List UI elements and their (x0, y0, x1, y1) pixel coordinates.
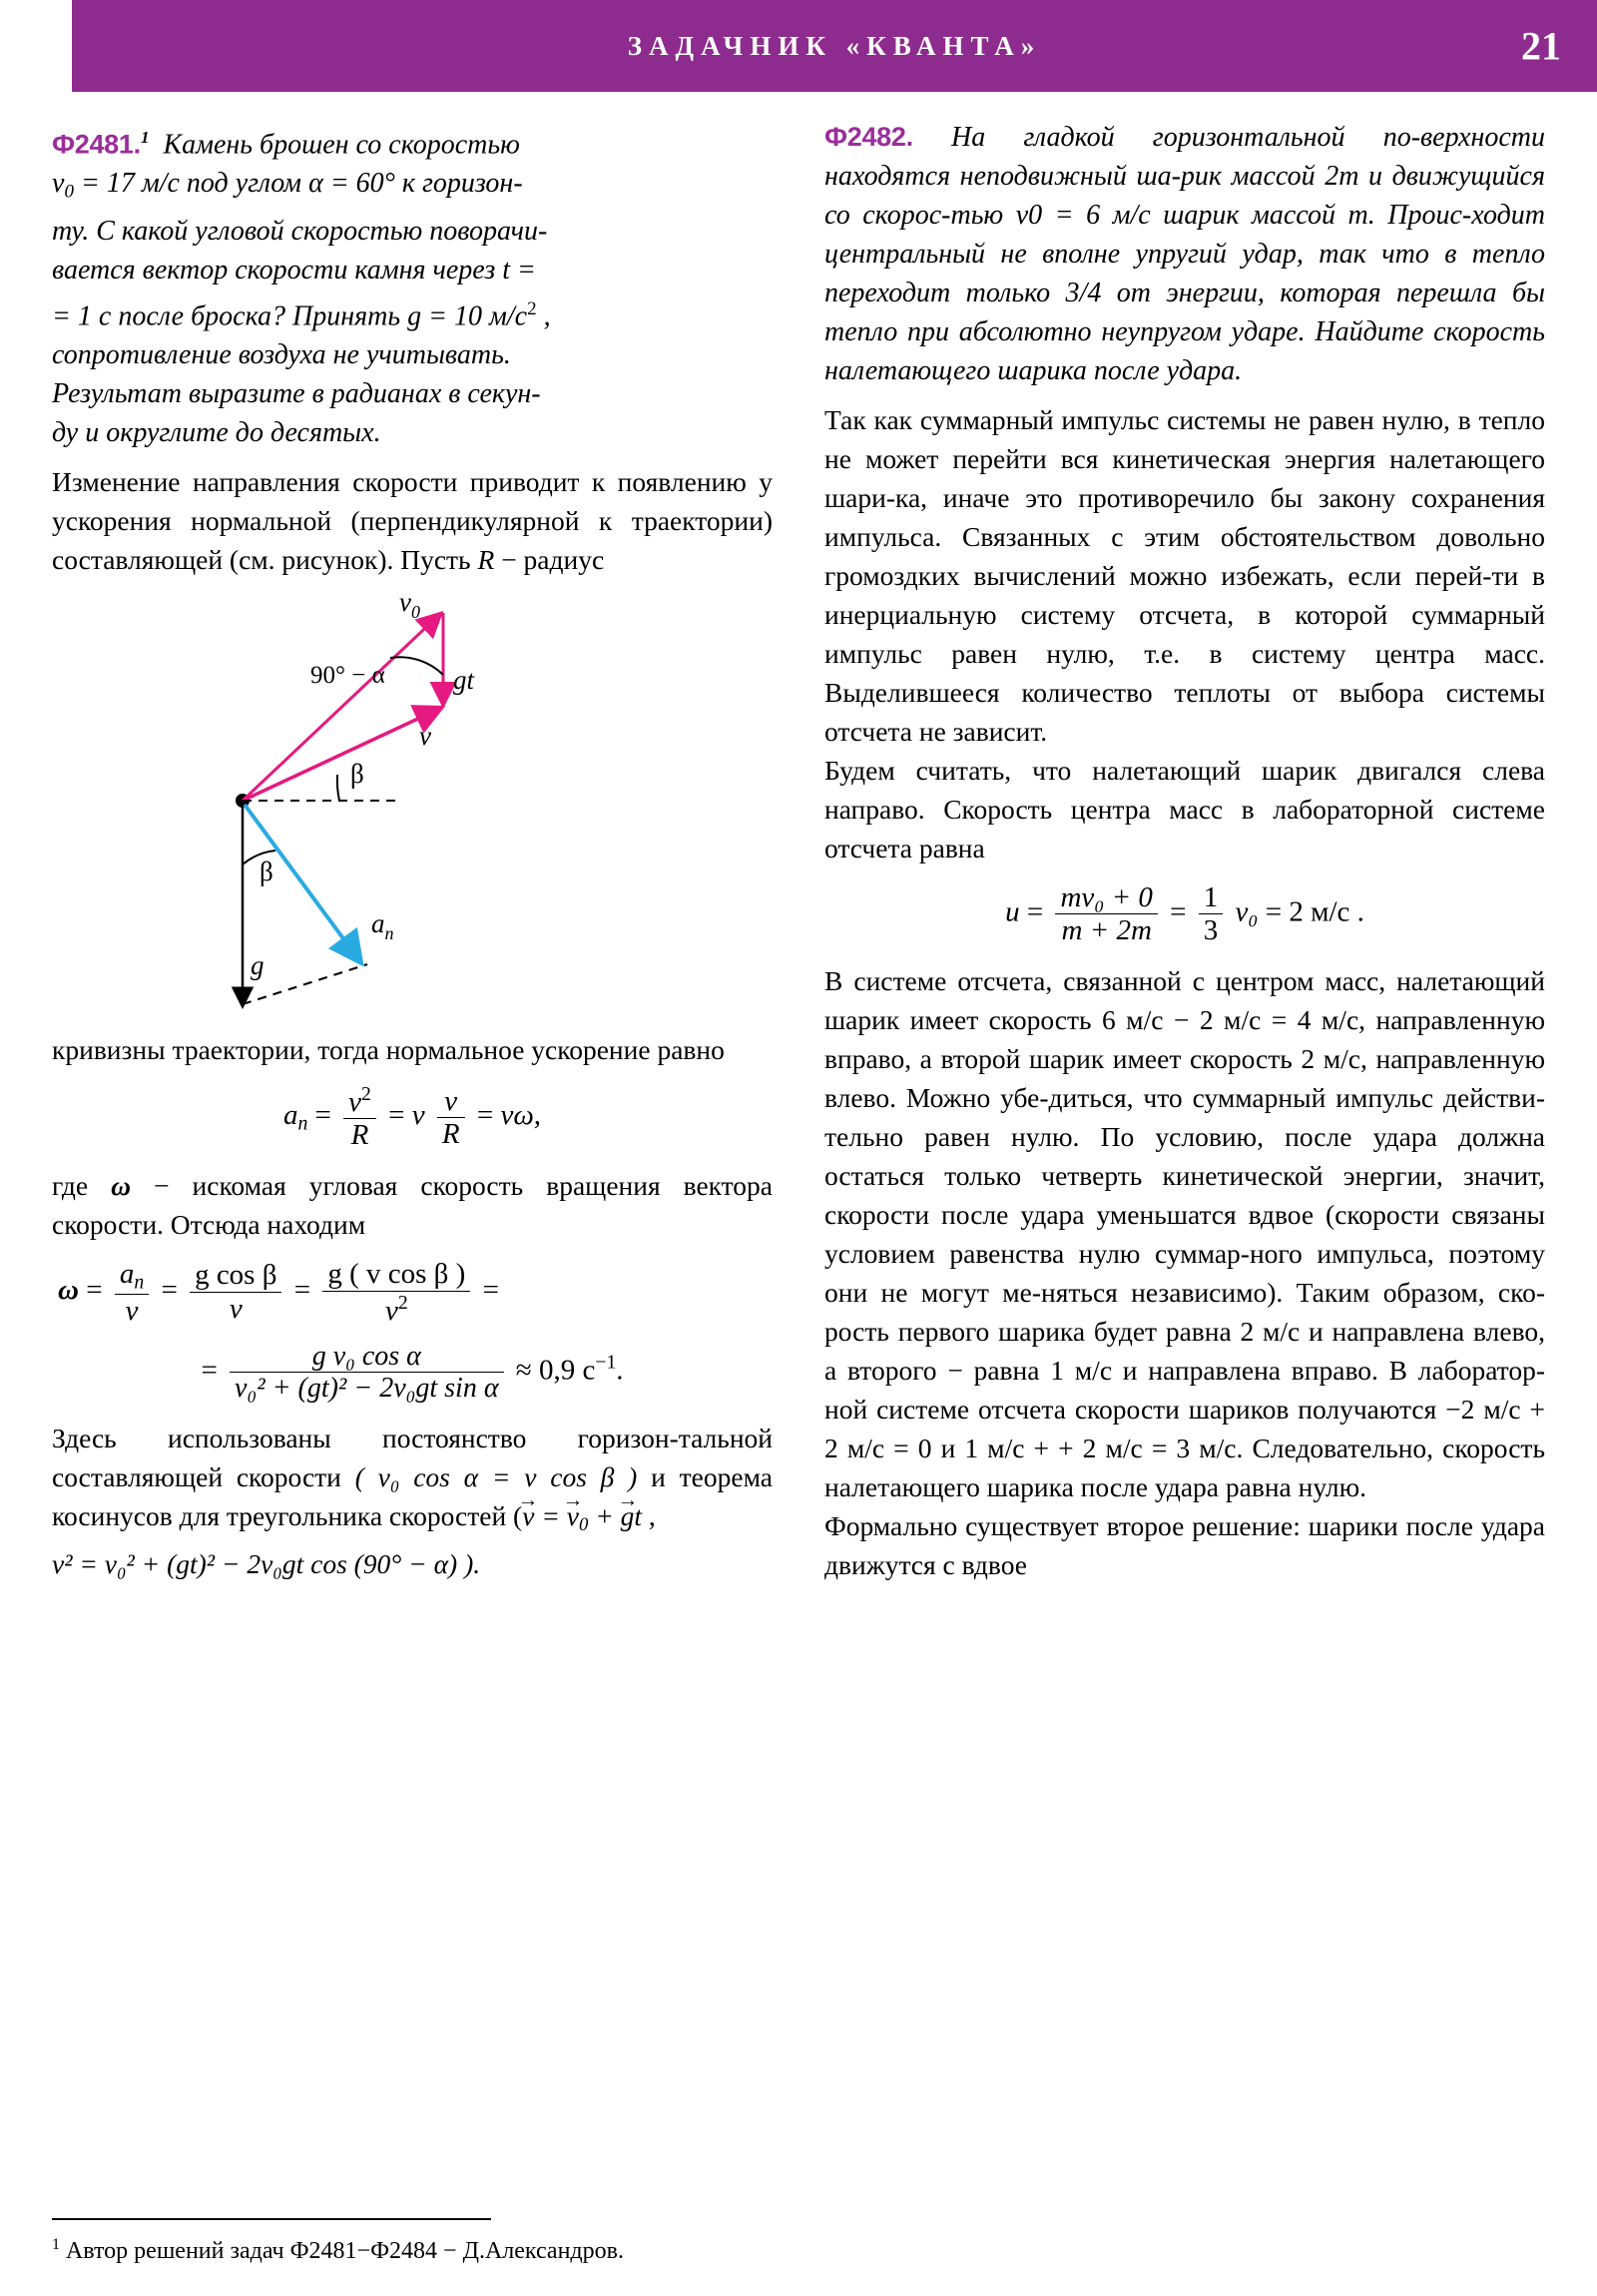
final-p-head: Здесь использованы постоянство горизон-тальной составляющей скорости (52, 1422, 773, 1492)
solution-2482-paragraph-3: В системе отсчета, связанной с центром масс, налетающий шарик имеет скорость 6 м/с − 2 м/с = 4 м/с, направленную вправо, а второй шарик имеет скорость 2 м/с, направленную влево. Можно убе-диться, что суммарный импульс действи-тельно равен нулю. По условию, после удара должна остаться только четверть кинетической энергии, значит, скорости после удара уменьшатся вдвое (скорости связаны условием равенства нулю суммар-ного импульса, поэтому они не могут ме-няться независимо). Таким образом, ско-рость первого шарика будет равна 2 м/с и направлена влево, а второго − равна 1 м/с и направлена вправо. В лаборатор-ной системе отсчета скорости шариков получаются −2 м/с + 2 м/с = 0 и 1 м/с + + 2 м/с = 3 м/с. Следовательно, скорость налетающего шарика после удара равна нулю. (824, 964, 1545, 1502)
footnote-block (52, 2218, 773, 2268)
vector-v0 (243, 615, 439, 801)
where-prefix: где (52, 1169, 112, 1201)
left-column (52, 92, 773, 2296)
problem-2481-line5c: , (536, 300, 551, 332)
exponent-2: 2 (527, 297, 537, 319)
problem-2482-text: На гладкой горизонтальной по-верхности находятся неподвижный ша-рик массой 2m и движущийся со скорос-тью v0 = 6 м/с шарик массой m. Проис-ходит центральный не вполне упругий удар, так что в тепло переходит только 3/4 от энергии, которая перешла бы тепло при абсолютно неупругом ударе. Найдите скорость налетающего шарика после удара. (824, 122, 1545, 386)
problem-2482-statement (824, 118, 1545, 390)
label-g: g (251, 950, 265, 981)
equation-inline-2: v → = $v \to_0 + g \to t$ (522, 1500, 642, 1531)
symbol-alpha: α (308, 168, 323, 200)
symbol-omega: ω (111, 1169, 132, 1201)
final-p-tail: , (642, 1499, 656, 1531)
problem-2481-line7: Результат выразите в радианах в секун- (52, 378, 541, 410)
label-beta-lower: β (260, 857, 273, 887)
equation-a-n: $a_n$ = $\frac{v^2}{R}$ = v $\frac{v}{R}$ = vω, (282, 1083, 542, 1152)
footnote-text-row (52, 2228, 773, 2268)
label-v: v (419, 721, 431, 752)
equation-inline-3-line (52, 1544, 773, 1583)
problem-2481-number: Ф2481. (52, 129, 141, 160)
right-column (824, 92, 1545, 2296)
solution-2481-paragraph-1 (52, 462, 773, 579)
label-angle-90-minus-alpha: 90° − α (310, 662, 385, 690)
symbol-g: g (407, 300, 422, 332)
solution-2482-paragraph-4: Формально существует второе решение: шарики после удара движутся с вдвое (824, 1509, 1545, 1580)
footnote-text: Автор решений задач Ф2481−Ф2484 − Д.Александров. (65, 2238, 624, 2264)
solution-2481-p1-tail: − радиус (494, 544, 605, 576)
problem-2481-footnote-marker: 1 (140, 128, 150, 147)
label-gt: gt (453, 665, 475, 696)
solution-2481-paragraph-2: кривизны траектории, тогда нормальное ускорение равно (52, 1034, 725, 1066)
problem-2482-number: Ф2482. (824, 122, 913, 152)
page-number: 21 (1521, 23, 1561, 69)
page-title: ЗАДАЧНИК «КВАНТА» (627, 30, 1042, 61)
label-v0: $v_0$ (399, 593, 420, 623)
symbol-R: R (477, 544, 495, 576)
solution-2482-paragraph-2: Будем считать, что налетающий шарик двигался слева направо. Скорость центра масс в лабораторной системе отсчета равна (824, 755, 1545, 863)
equation-inline-3: v² = v₀² + (gt)² − 2v₀gt cos (90° − α) ). (52, 1547, 481, 1579)
symbol-v0: $v_0$ (52, 168, 74, 203)
problem-2481-statement (52, 118, 773, 452)
page-body (0, 92, 1597, 2296)
problem-2481-line5b: = 10 м/с (421, 300, 528, 332)
solution-2481-paragraph-3 (52, 1166, 773, 1244)
equation-omega-line-1: ω = $\frac{a_n}{v}$ = $\frac{\text{g cos β}}{v}$ = $\frac{\text{g ( v cos β )}}{v^2}$ = (58, 1257, 499, 1327)
solution-2481-paragraph-4 (52, 1419, 773, 1544)
label-beta-upper: β (350, 759, 364, 790)
label-a-n: $a_n$ (371, 908, 394, 944)
equation-omega-line-2: = $\frac{\text{g v₀ cos α}}{\text{v₀² + (gt)² − 2v₀gt sin α}}$ ≈ 0,9 $с^{-1}$. (201, 1340, 624, 1405)
problem-2481-line2b: = 60° к горизон- (322, 168, 523, 200)
equation-inline-1: ( v₀ cos α = v cos β ) (354, 1460, 638, 1492)
problem-2481-line5a: = 1 с после броска? Принять (52, 300, 408, 332)
problem-2481-line4: вается вектор скорости камня через t = (52, 254, 536, 286)
final-p-mid: и теорема косинусов для треугольника скоростей ( (52, 1460, 773, 1531)
equation-u: u = $\frac{\text{mv₀ + 0}}{m + 2m}$ = $\frac{1}{3}$ v₀ = 2 м/с . (1005, 881, 1364, 947)
solution-2481-p1-text: Изменение направления скорости приводит к появлению у ускорения нормальной (перпендикулярной к траектории) составляющей (см. рисунок). Пусть (52, 466, 773, 576)
angle-arc-beta-upper (337, 775, 339, 801)
problem-2481-line2a: = 17 м/с под углом (73, 168, 309, 200)
solution-2482-paragraph-1: Так как суммарный импульс системы не равен нулю, в тепло не может перейти вся кинетическая энергия налетающего шари-ка, иначе это противоречило бы закону сохранения импульса. Связанных с этим обстоятельством довольно громоздких вычислений можно избежать, если перей-ти в инерциальную систему отсчета, в которой суммарный импульс равен нулю, т.е. в систему центра масс. Выделившееся количество теплоты от выбора системы отсчета не зависит. (824, 404, 1545, 747)
problem-2481-line8: ду и округлите до десятых. (52, 417, 381, 449)
problem-2481-line1: Камень брошен со скоростью (163, 129, 520, 161)
velocity-vector-diagram (52, 593, 773, 1022)
page-header-banner (72, 0, 1597, 92)
vector-v (243, 709, 439, 801)
problem-2481-line3: ту. С какой угловой скоростью поворачи- (52, 215, 548, 247)
diagram-svg (188, 593, 637, 1022)
problem-2481-line6: сопротивление воздуха не учитывать. (52, 339, 511, 371)
where-text: − искомая угловая скорость вращения вектора скорости. Отсюда находим (52, 1169, 773, 1240)
footnote-marker: 1 (52, 2236, 60, 2253)
angle-arc-90-minus-alpha (390, 657, 443, 675)
footnote-divider (52, 2218, 491, 2220)
